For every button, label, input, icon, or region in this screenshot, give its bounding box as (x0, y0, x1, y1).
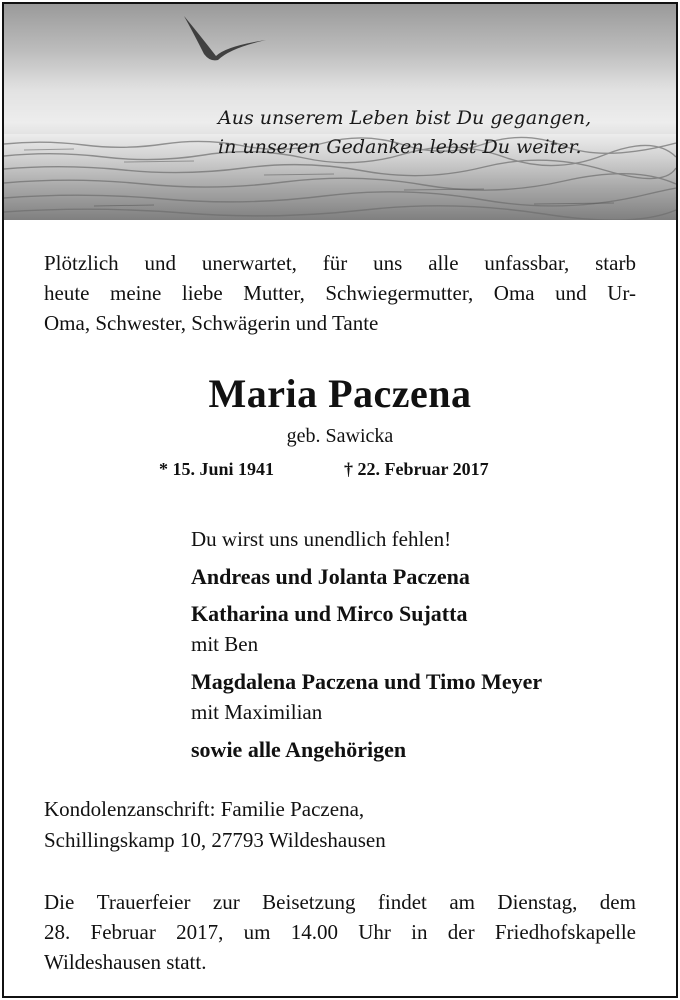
mourner-line-4: sowie alle Angehörigen (191, 737, 407, 762)
word: starb (595, 251, 636, 275)
memorial-quote (218, 104, 658, 162)
mourner-line-3-sub: mit Maximilian (191, 700, 323, 724)
address-line-2: Schillingskamp 10, 27793 Wildeshausen (44, 828, 386, 852)
intro-line-2 (44, 278, 636, 308)
word: Oma (493, 281, 535, 305)
ceremony-line-1 (44, 887, 636, 917)
word: Beisetzung (262, 890, 356, 914)
quote-line-2: in unseren Gedanken lebst Du weiter. (218, 136, 582, 158)
word: Trauerfeier (96, 890, 191, 914)
word: um (243, 920, 271, 944)
mourner-line-2: Katharina und Mirco Sujatta (191, 601, 468, 626)
condolence-address (44, 794, 644, 856)
ceremony-line-3: Wildeshausen statt. (44, 950, 207, 974)
word: der (447, 920, 475, 944)
word: unerwartet, (201, 251, 297, 275)
word: findet (377, 890, 427, 914)
maiden-name: geb. Sawicka (286, 425, 394, 447)
word: Mutter, (243, 281, 305, 305)
word: dem (599, 890, 636, 914)
word: Die (44, 890, 75, 914)
mourner-line-2-sub: mit Ben (191, 632, 259, 656)
word: 2017, (176, 920, 224, 944)
mourner-line-3: Magdalena Paczena und Timo Meyer (191, 669, 543, 694)
mourning-phrase: Du wirst uns unendlich fehlen! (191, 527, 452, 551)
word: Ur- (607, 281, 636, 305)
mourners-list (191, 524, 661, 765)
deceased-name: Maria Paczena (208, 371, 472, 416)
word: meine (110, 281, 162, 305)
word: Uhr (358, 920, 391, 944)
word: am (449, 890, 475, 914)
word: in (411, 920, 428, 944)
ceremony-line-2 (44, 917, 636, 947)
word: liebe (181, 281, 223, 305)
word: Schwiegermutter, (325, 281, 474, 305)
word: und (144, 251, 177, 275)
word: Plötzlich (44, 251, 119, 275)
quote-line-1: Aus unserem Leben bist Du gegangen, (218, 107, 592, 129)
word: 28. (44, 920, 71, 944)
intro-line-3: Oma, Schwester, Schwägerin und Tante (44, 311, 379, 335)
word: Dienstag, (497, 890, 578, 914)
mourner-line-1: Andreas und Jolanta Paczena (191, 564, 470, 589)
death-date: † 22. Februar 2017 (344, 459, 489, 479)
word: Februar (90, 920, 156, 944)
word: und (555, 281, 587, 305)
address-line-1: Kondolenzanschrift: Familie Paczena, (44, 797, 365, 821)
word: uns (373, 251, 403, 275)
intro-text (44, 248, 636, 338)
word: Friedhofskapelle (494, 920, 636, 944)
word: für (322, 251, 348, 275)
word: 14.00 (290, 920, 338, 944)
seagull-icon (184, 16, 266, 60)
intro-line-1 (44, 248, 636, 278)
seagull-over-sea-photo (4, 4, 676, 220)
word: alle (428, 251, 459, 275)
word: heute (44, 281, 90, 305)
word: unfassbar, (484, 251, 570, 275)
word: zur (212, 890, 240, 914)
birth-date: * 15. Juni 1941 (159, 459, 275, 479)
obituary-notice (2, 2, 678, 998)
funeral-service-info (44, 887, 636, 977)
